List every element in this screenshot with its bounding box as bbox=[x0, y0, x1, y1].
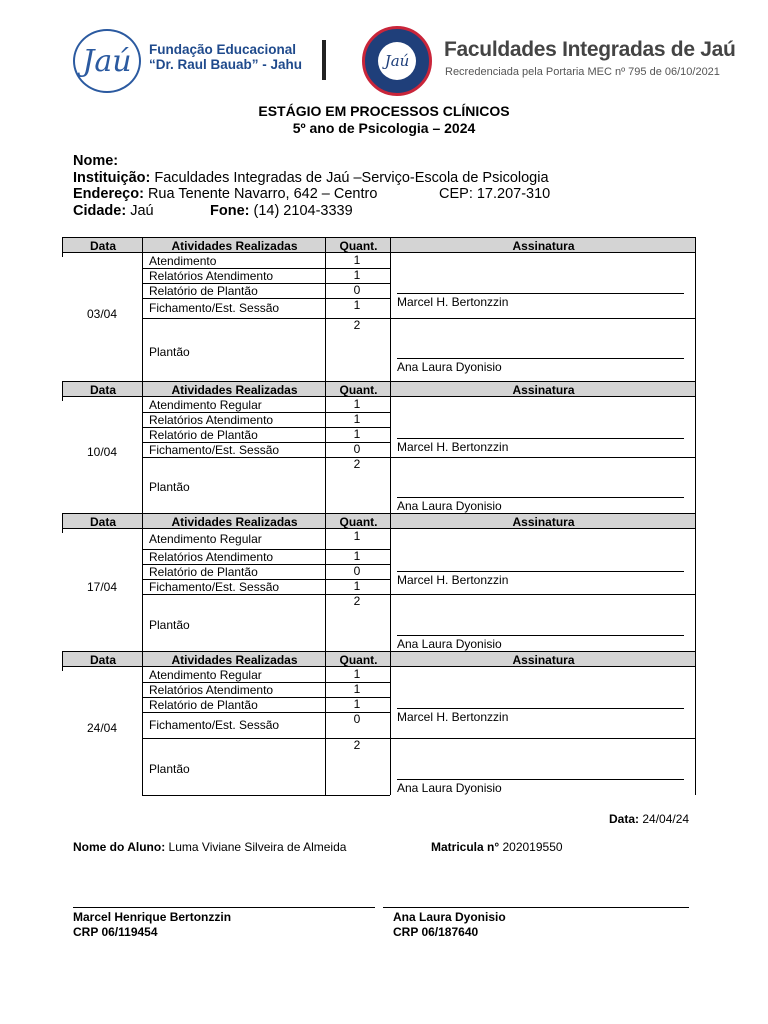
header-divider bbox=[325, 237, 326, 253]
signature-line bbox=[397, 497, 684, 498]
date-col-left-tick bbox=[62, 529, 63, 533]
signature-line-1 bbox=[73, 907, 375, 908]
header-data: Data bbox=[89, 383, 116, 397]
activity-name: Fichamento/Est. Sessão bbox=[149, 301, 280, 315]
activity-qty: 2 bbox=[353, 457, 361, 471]
aluno-row bbox=[73, 840, 346, 854]
signer-name: Ana Laura Dyonisio bbox=[397, 781, 502, 795]
faculdades-seal bbox=[362, 26, 432, 96]
activity-qty: 2 bbox=[353, 318, 361, 332]
header-quant: Quant. bbox=[339, 383, 378, 397]
activity-qty: 1 bbox=[353, 667, 361, 681]
activity-name: Relatórios Atendimento bbox=[149, 413, 274, 427]
sig-col-left bbox=[390, 397, 391, 513]
fone-label: Fone: bbox=[210, 203, 250, 219]
data-label: Data: bbox=[609, 812, 640, 826]
signature-line bbox=[397, 571, 684, 572]
header-atividades: Atividades Realizadas bbox=[171, 653, 298, 667]
signature-line bbox=[397, 358, 684, 359]
activity-qty: 1 bbox=[353, 397, 361, 411]
activity-name: Relatório de Plantão bbox=[149, 565, 258, 579]
signature-line bbox=[397, 293, 684, 294]
header-atividades: Atividades Realizadas bbox=[171, 239, 298, 253]
header-quant: Quant. bbox=[339, 239, 378, 253]
activity-name: Plantão bbox=[149, 345, 190, 359]
activity-qty: 1 bbox=[353, 529, 361, 543]
signer-name: Ana Laura Dyonisio bbox=[397, 499, 502, 513]
week-date: 10/04 bbox=[86, 445, 118, 459]
activity-name: Atendimento bbox=[149, 254, 217, 268]
document-subtitle: 5º ano de Psicologia – 2024 bbox=[292, 120, 476, 136]
header-assinatura: Assinatura bbox=[512, 239, 575, 253]
activity-qty: 1 bbox=[353, 412, 361, 426]
data-row bbox=[609, 812, 689, 826]
header-divider bbox=[390, 513, 391, 529]
header-quant: Quant. bbox=[339, 515, 378, 529]
header-divider bbox=[142, 237, 143, 253]
week-date: 17/04 bbox=[86, 580, 118, 594]
header-atividades: Atividades Realizadas bbox=[171, 515, 298, 529]
matricula-label: Matricula n° bbox=[431, 840, 500, 854]
table-header bbox=[62, 381, 696, 397]
table-bottom bbox=[142, 795, 390, 796]
signature-line-2 bbox=[383, 907, 689, 908]
activity-qty: 1 bbox=[353, 298, 361, 312]
faculdades-name: Faculdades Integradas de Jaú bbox=[444, 38, 736, 61]
date-col-left-tick bbox=[62, 397, 63, 401]
activity-qty: 1 bbox=[353, 253, 361, 267]
cep: CEP: 17.207-310 bbox=[439, 186, 551, 202]
cidade-value: Jaú bbox=[126, 203, 154, 219]
signer-name: Marcel H. Bertonzzin bbox=[397, 710, 509, 724]
aluno-label: Nome do Aluno: bbox=[73, 840, 166, 854]
activity-name: Relatórios Atendimento bbox=[149, 550, 274, 564]
activity-name: Atendimento Regular bbox=[149, 398, 262, 412]
activity-qty: 1 bbox=[353, 682, 361, 696]
activity-qty: 0 bbox=[353, 283, 361, 297]
fundacao-line2: “Dr. Raul Bauab” - Jahu bbox=[149, 57, 303, 72]
activity-name: Plantão bbox=[149, 480, 190, 494]
cidade-label: Cidade: bbox=[73, 203, 127, 219]
header-divider bbox=[325, 381, 326, 397]
signer1-crp: CRP 06/119454 bbox=[73, 925, 158, 939]
cidade-row bbox=[73, 203, 154, 219]
header-divider bbox=[390, 651, 391, 667]
nome-label: Nome: bbox=[73, 153, 119, 169]
signer-name: Marcel H. Bertonzzin bbox=[397, 295, 509, 309]
activity-name: Relatórios Atendimento bbox=[149, 683, 274, 697]
header-assinatura: Assinatura bbox=[512, 515, 575, 529]
header-divider bbox=[322, 40, 326, 80]
signer-name: Marcel H. Bertonzzin bbox=[397, 440, 509, 454]
date-col-left-tick bbox=[62, 253, 63, 257]
activity-name: Fichamento/Est. Sessão bbox=[149, 443, 280, 457]
table-right bbox=[695, 529, 696, 651]
week-date: 03/04 bbox=[86, 307, 118, 321]
signer-name: Ana Laura Dyonisio bbox=[397, 637, 502, 651]
activity-name: Atendimento Regular bbox=[149, 532, 262, 546]
sig-col-left bbox=[390, 529, 391, 651]
data-value: 24/04/24 bbox=[639, 812, 690, 826]
header-divider bbox=[390, 237, 391, 253]
signer-name: Marcel H. Bertonzzin bbox=[397, 573, 509, 587]
seal-center: Jaú bbox=[378, 42, 416, 80]
sig-divider bbox=[390, 738, 696, 739]
activity-name: Fichamento/Est. Sessão bbox=[149, 718, 280, 732]
activity-qty: 1 bbox=[353, 697, 361, 711]
activity-qty: 1 bbox=[353, 427, 361, 441]
activity-qty: 0 bbox=[353, 712, 361, 726]
activity-col-left bbox=[142, 253, 143, 381]
instituicao-row bbox=[73, 170, 549, 186]
header-divider bbox=[390, 381, 391, 397]
activity-name: Plantão bbox=[149, 762, 190, 776]
header-assinatura: Assinatura bbox=[512, 383, 575, 397]
signer2-name: Ana Laura Dyonisio bbox=[393, 910, 506, 924]
header-data: Data bbox=[89, 239, 116, 253]
header-atividades: Atividades Realizadas bbox=[171, 383, 298, 397]
activity-qty: 0 bbox=[353, 564, 361, 578]
signature-line bbox=[397, 708, 684, 709]
sig-col-left bbox=[390, 667, 391, 795]
header-data: Data bbox=[89, 515, 116, 529]
table-right bbox=[695, 397, 696, 513]
header-divider bbox=[142, 381, 143, 397]
activity-qty: 1 bbox=[353, 579, 361, 593]
activity-qty: 2 bbox=[353, 594, 361, 608]
fone-row bbox=[210, 203, 353, 219]
fundacao-line1: Fundação Educacional bbox=[149, 42, 297, 57]
date-col-left-tick bbox=[62, 667, 63, 671]
activity-qty: 2 bbox=[353, 738, 361, 752]
fundacao-name bbox=[149, 42, 302, 72]
sig-divider bbox=[390, 457, 696, 458]
header-assinatura: Assinatura bbox=[512, 653, 575, 667]
fone-value: (14) 2104-3339 bbox=[249, 203, 353, 219]
activity-col-left bbox=[142, 529, 143, 651]
nome-row bbox=[73, 153, 118, 169]
endereco-value: Rua Tenente Navarro, 642 – Centro bbox=[143, 186, 378, 202]
signer1-name: Marcel Henrique Bertonzzin bbox=[73, 910, 232, 924]
activity-name: Atendimento Regular bbox=[149, 668, 262, 682]
aluno-value: Luma Viviane Silveira de Almeida bbox=[165, 840, 347, 854]
activity-col-left bbox=[142, 667, 143, 795]
header-divider bbox=[325, 651, 326, 667]
activity-name: Plantão bbox=[149, 618, 190, 632]
table-header bbox=[62, 237, 696, 253]
activity-name: Relatório de Plantão bbox=[149, 428, 258, 442]
header-data: Data bbox=[89, 653, 116, 667]
matricula-value: 202019550 bbox=[499, 840, 563, 854]
activity-qty: 1 bbox=[353, 549, 361, 563]
activity-name: Fichamento/Est. Sessão bbox=[149, 580, 280, 594]
signature-line bbox=[397, 779, 684, 780]
matricula-row bbox=[431, 840, 563, 854]
table-right bbox=[695, 253, 696, 381]
activity-qty: 1 bbox=[353, 268, 361, 282]
week-date: 24/04 bbox=[86, 721, 118, 735]
header-divider bbox=[325, 513, 326, 529]
activity-name: Relatório de Plantão bbox=[149, 698, 258, 712]
endereco-label: Endereço: bbox=[73, 186, 144, 202]
sig-col-left bbox=[390, 253, 391, 381]
table-right bbox=[695, 667, 696, 795]
table-header bbox=[62, 651, 696, 667]
jau-logo bbox=[73, 29, 141, 93]
document-title: ESTÁGIO EM PROCESSOS CLÍNICOS bbox=[258, 103, 510, 119]
instituicao-label: Instituição: bbox=[73, 170, 151, 186]
activity-col-left bbox=[142, 397, 143, 513]
activity-name: Relatórios Atendimento bbox=[149, 269, 274, 283]
signature-line bbox=[397, 635, 684, 636]
instituicao-value: Faculdades Integradas de Jaú –Serviço-Escola de Psicologia bbox=[150, 170, 549, 186]
activity-name: Relatório de Plantão bbox=[149, 284, 258, 298]
sig-divider bbox=[390, 318, 696, 319]
jau-logo-text: Jaú bbox=[82, 43, 132, 79]
signer-name: Ana Laura Dyonisio bbox=[397, 360, 502, 374]
signature-line bbox=[397, 438, 684, 439]
endereco-row bbox=[73, 186, 377, 202]
faculdades-subtitle: Recredenciada pela Portaria MEC nº 795 de 06/10/2021 bbox=[445, 66, 720, 78]
signer2-crp: CRP 06/187640 bbox=[393, 925, 479, 939]
activity-qty: 0 bbox=[353, 442, 361, 456]
header-quant: Quant. bbox=[339, 653, 378, 667]
table-header bbox=[62, 513, 696, 529]
header-divider bbox=[142, 513, 143, 529]
header-divider bbox=[142, 651, 143, 667]
sig-divider bbox=[390, 594, 696, 595]
